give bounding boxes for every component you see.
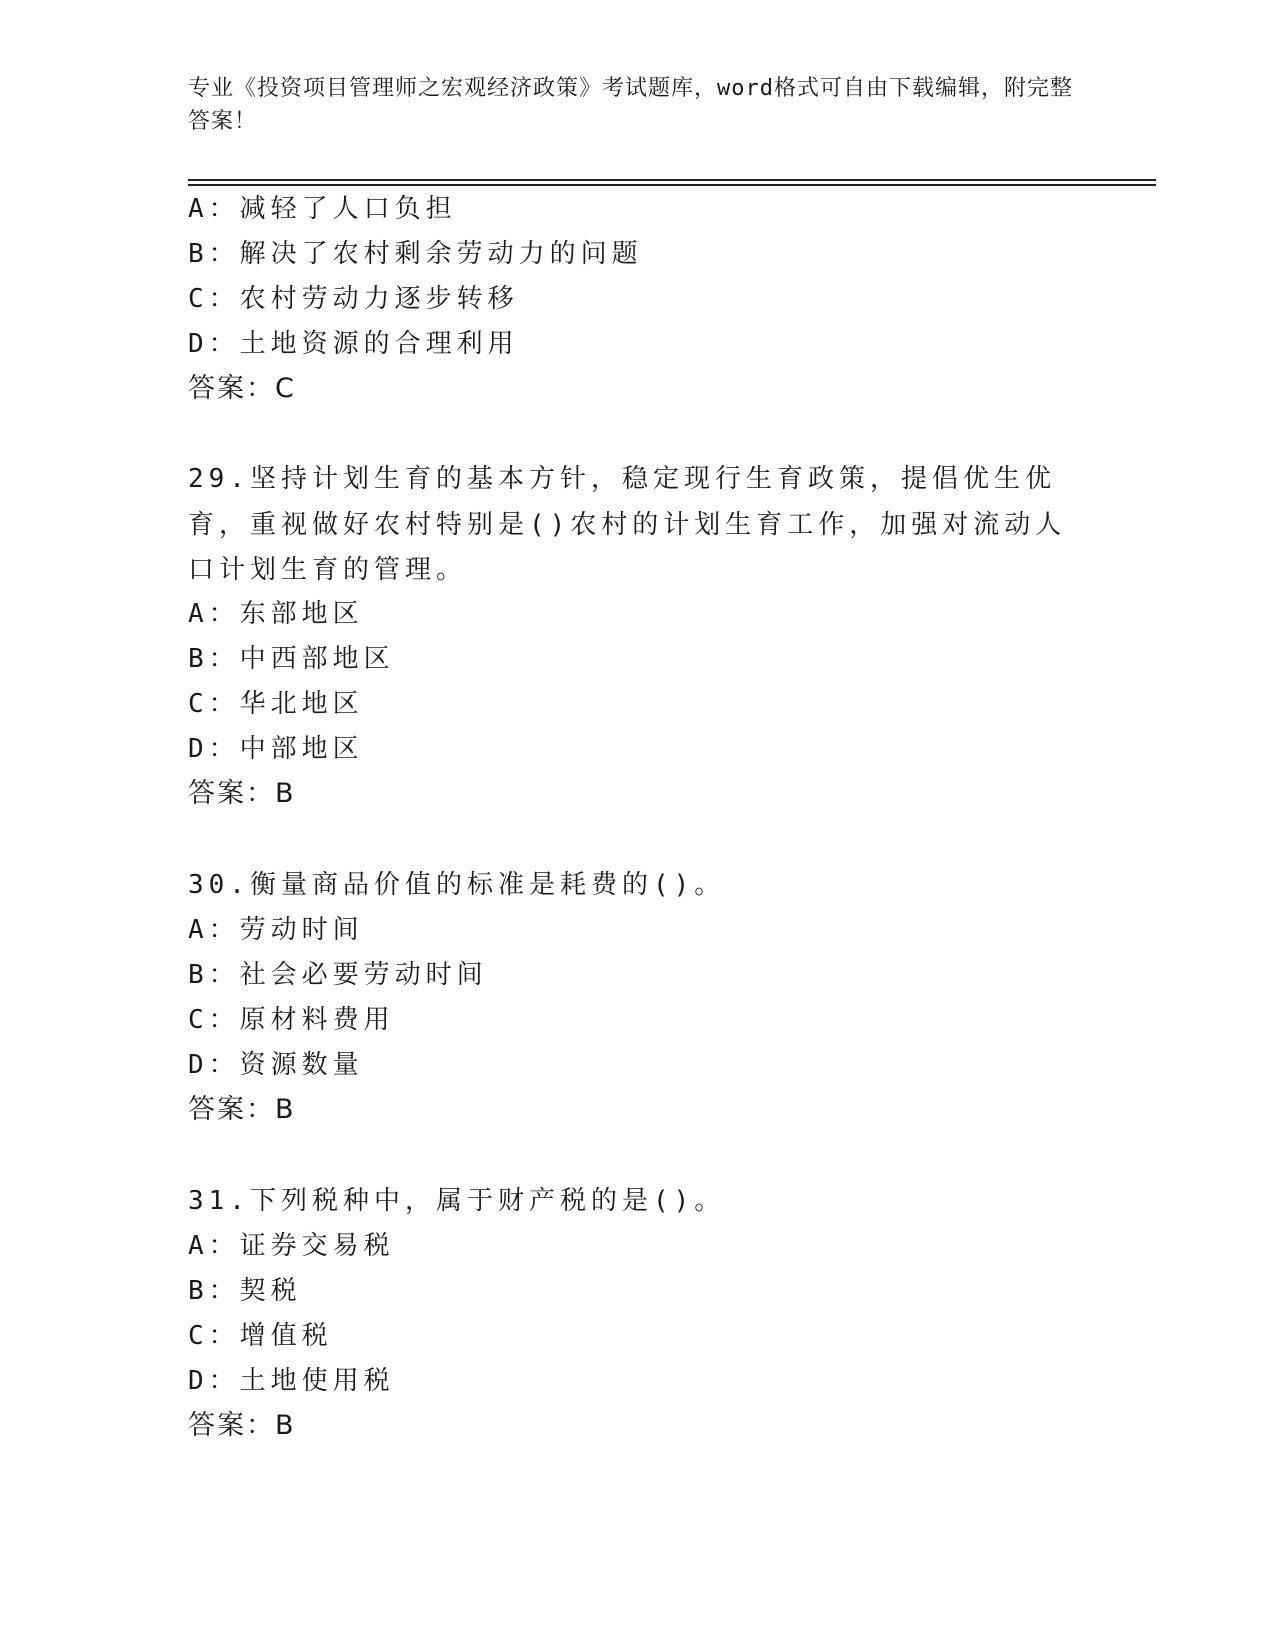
q28-option-d: D：土地资源的合理利用 — [188, 329, 519, 359]
q28-answer: 答案：C — [188, 373, 296, 404]
document-header: 专业《投资项目管理师之宏观经济政策》考试题库，word格式可自由下载编辑，附完整答案！ — [188, 76, 1073, 134]
q31-option-c: C：增值税 — [188, 1321, 333, 1351]
q29-option-c: C：华北地区 — [188, 689, 364, 719]
header-divider-bottom — [188, 184, 1156, 186]
q30-option-c: C：原材料费用 — [188, 1005, 395, 1035]
q30-option-d: D：资源数量 — [188, 1050, 364, 1080]
q28-option-c: C：农村劳动力逐步转移 — [188, 284, 519, 314]
q30-option-a: A：劳动时间 — [188, 915, 364, 945]
q31-answer: 答案：B — [188, 1410, 296, 1441]
q28-option-b: B：解决了农村剩余劳动力的问题 — [188, 239, 643, 269]
q30-stem: 30.衡量商品价值的标准是耗费的()。 — [188, 870, 726, 900]
q31-stem: 31.下列税种中，属于财产税的是()。 — [188, 1186, 726, 1216]
q29-option-d: D：中部地区 — [188, 734, 364, 764]
q29-stem: 29.坚持计划生育的基本方针，稳定现行生育政策，提倡优生优育，重视做好农村特别是()农村的计划生育工作，加强对流动人口计划生育的管理。 — [188, 464, 1067, 585]
q31-option-b: B：契税 — [188, 1276, 302, 1306]
header-divider-top — [188, 179, 1156, 181]
q30-answer: 答案：B — [188, 1094, 296, 1125]
q29-answer: 答案：B — [188, 778, 296, 809]
q31-option-d: D：土地使用税 — [188, 1366, 395, 1396]
q29-option-a: A：东部地区 — [188, 599, 364, 629]
q30-option-b: B：社会必要劳动时间 — [188, 960, 488, 990]
q31-option-a: A：证券交易税 — [188, 1231, 395, 1261]
q29-option-b: B：中西部地区 — [188, 644, 395, 674]
q28-option-a: A：减轻了人口负担 — [188, 194, 457, 224]
